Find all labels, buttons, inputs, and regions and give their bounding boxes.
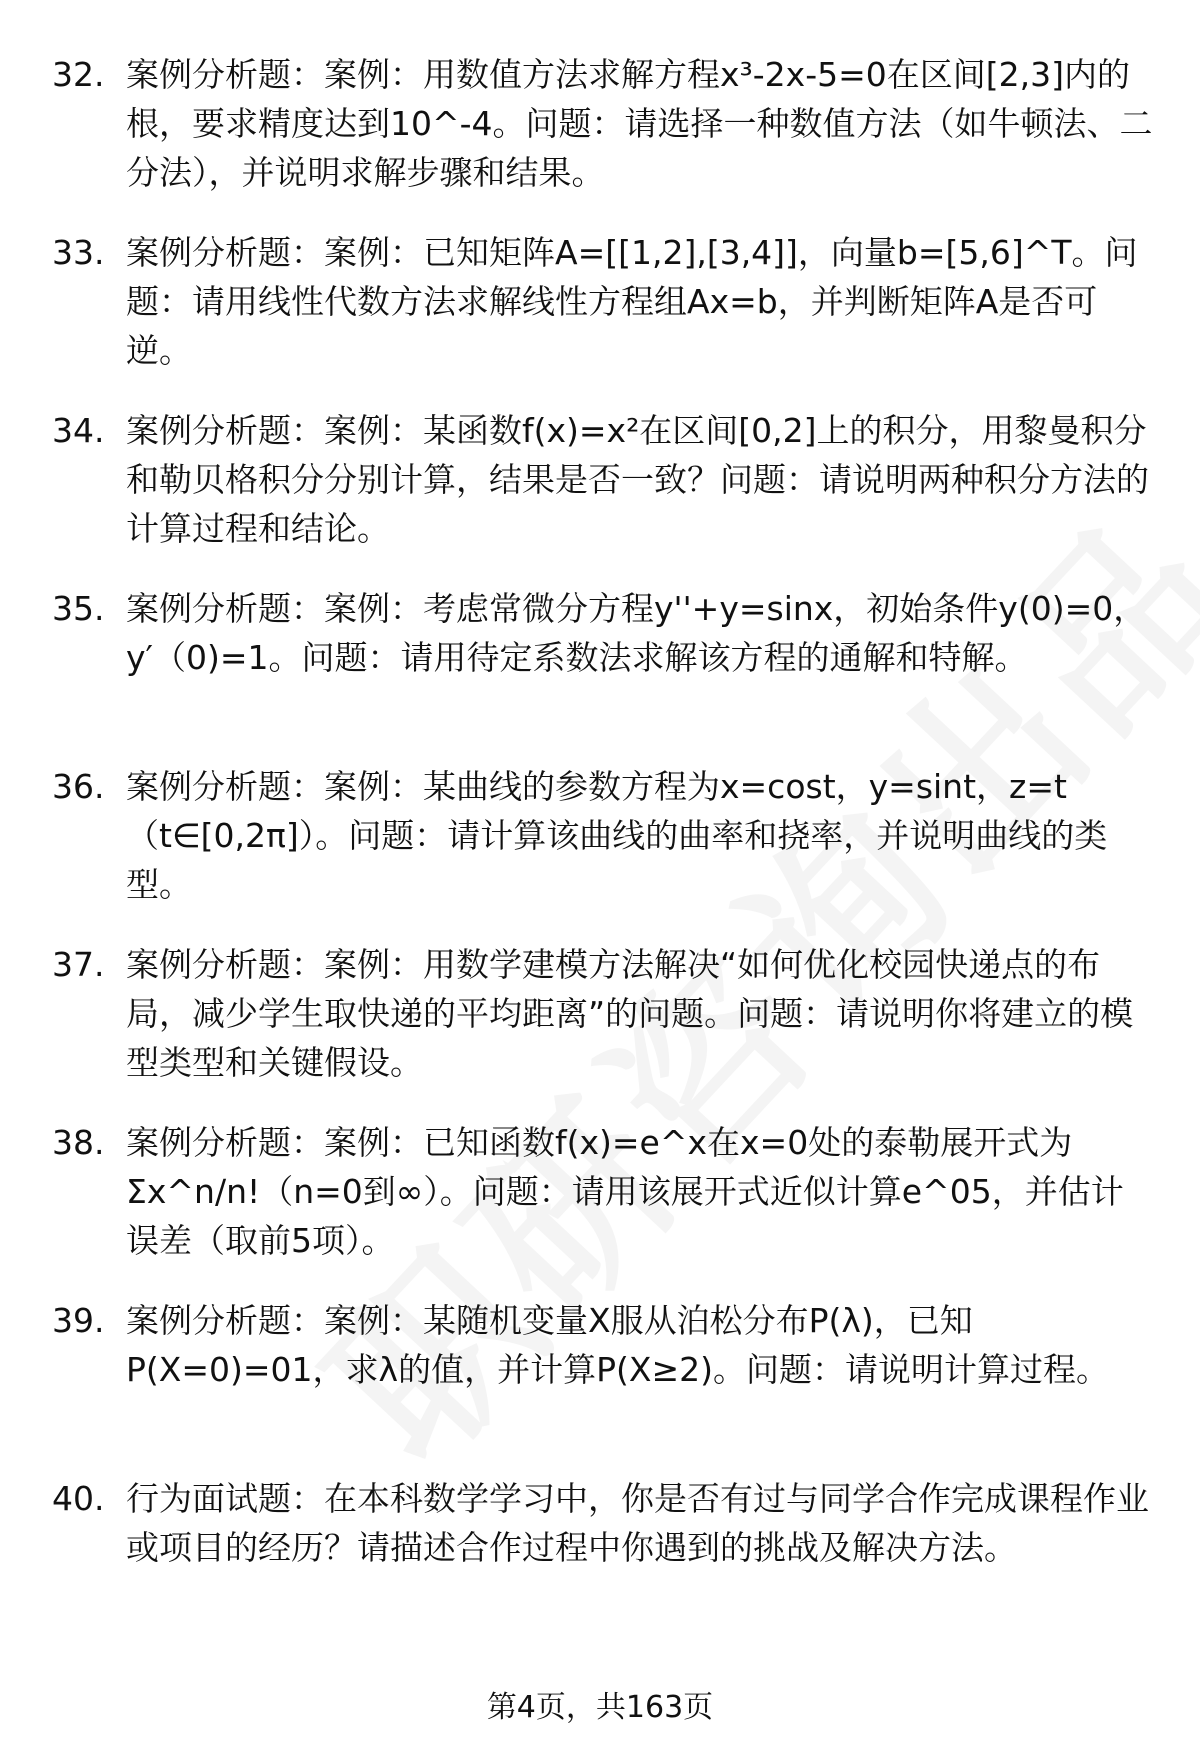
page-footer bbox=[0, 1688, 1200, 1728]
question-number: 36. bbox=[52, 767, 105, 806]
question-text: 案例分析题：案例：某曲线的参数方程为x=cost，y=sint，z=t（t∈[0,2π]）。问题：请计算该曲线的曲率和挠率，并说明曲线的类型。 bbox=[126, 767, 1108, 904]
question-number: 32. bbox=[52, 55, 105, 94]
question-text: 案例分析题：案例：用数学建模方法解决“如何优化校园快递点的布局，减少学生取快递的平均距离”的问题。问题：请说明你将建立的模型类型和关键假设。 bbox=[126, 945, 1134, 1082]
question-number: 34. bbox=[52, 411, 105, 450]
question-text: 行为面试题：在本科数学学习中，你是否有过与同学合作完成课程作业或项目的经历？请描述合作过程中你遇到的挑战及解决方法。 bbox=[126, 1479, 1149, 1567]
question-number: 37. bbox=[52, 945, 105, 984]
question-text: 案例分析题：案例：已知矩阵A=[[1,2],[3,4]]，向量b=[5,6]^T。问题：请用线性代数方法求解线性方程组Ax=b，并判断矩阵A是否可逆。 bbox=[126, 233, 1138, 370]
question-item bbox=[0, 50, 1200, 210]
question-item bbox=[0, 762, 1200, 922]
question-number: 38. bbox=[52, 1123, 105, 1162]
question-item bbox=[0, 1118, 1200, 1278]
question-list bbox=[0, 50, 1200, 1652]
question-item bbox=[0, 584, 1200, 744]
question-text: 案例分析题：案例：某函数f(x)=x²在区间[0,2]上的积分，用黎曼积分和勒贝格积分分别计算，结果是否一致？问题：请说明两种积分方法的计算过程和结论。 bbox=[126, 411, 1149, 548]
question-text: 案例分析题：案例：用数值方法求解方程x³-2x-5=0在区间[2,3]内的根，要求精度达到10^-4。问题：请选择一种数值方法（如牛顿法、二分法），并说明求解步骤和结果。 bbox=[126, 55, 1153, 192]
page-number-label: 第4页，共163页 bbox=[486, 1690, 714, 1725]
question-number: 39. bbox=[52, 1301, 105, 1340]
question-text: 案例分析题：案例：某随机变量X服从泊松分布P(λ)，已知P(X=0)=01，求λ的值，并计算P(X≥2)。问题：请说明计算过程。 bbox=[126, 1301, 1109, 1389]
question-number: 40. bbox=[52, 1479, 105, 1518]
question-item bbox=[0, 228, 1200, 388]
question-text: 案例分析题：案例：考虑常微分方程y''+y=sinx，初始条件y(0)=0，y′（0)=1。问题：请用待定系数法求解该方程的通解和特解。 bbox=[126, 589, 1147, 677]
question-item bbox=[0, 1474, 1200, 1634]
question-item bbox=[0, 940, 1200, 1100]
question-number: 33. bbox=[52, 233, 105, 272]
question-item bbox=[0, 406, 1200, 566]
question-item bbox=[0, 1296, 1200, 1456]
question-number: 35. bbox=[52, 589, 105, 628]
question-text: 案例分析题：案例：已知函数f(x)=e^x在x=0处的泰勒展开式为Σx^n/n!（n=0到∞）。问题：请用该展开式近似计算e^05，并估计误差（取前5项）。 bbox=[126, 1123, 1124, 1260]
